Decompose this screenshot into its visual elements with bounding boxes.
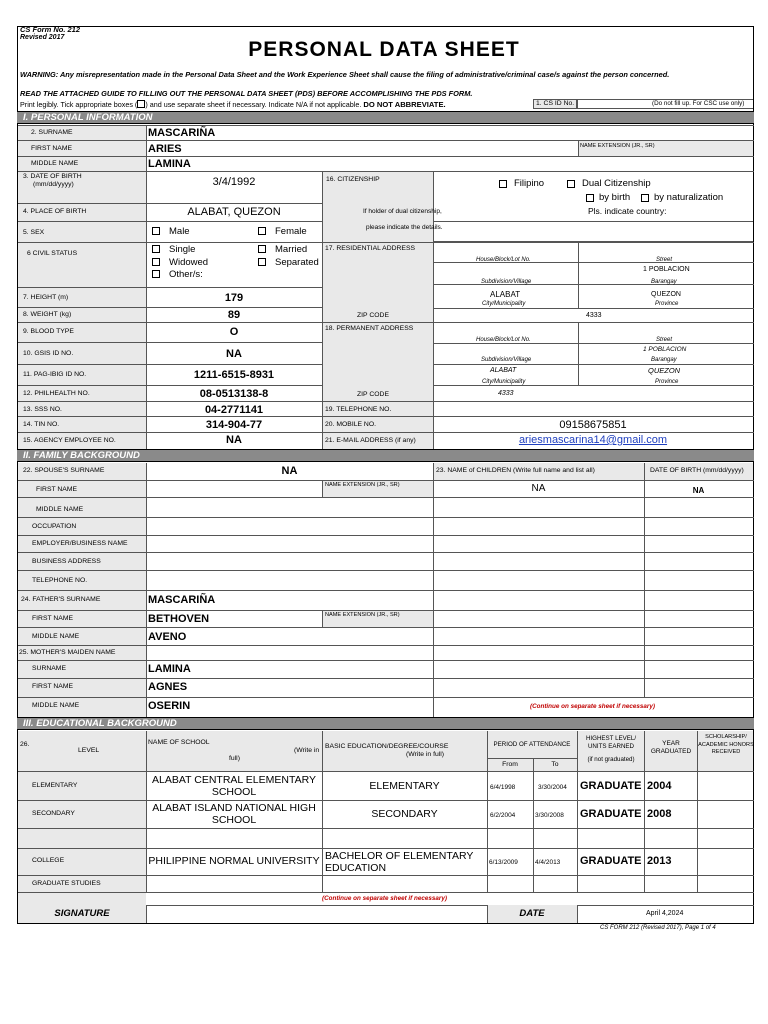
height-value[interactable]: 179	[224, 292, 244, 304]
weight-value[interactable]: 89	[227, 309, 241, 321]
dual-citizenship-checkbox[interactable]	[567, 180, 575, 188]
education-continue-note: (Continue on separate sheet if necessary)	[322, 895, 447, 902]
by-naturalization-checkbox[interactable]	[641, 194, 649, 202]
sex-label: 5. SEX	[23, 229, 45, 236]
email-value[interactable]: ariesmascarina14@gmail.com	[518, 434, 668, 446]
res-house-label: House/Block/Lot No.	[476, 257, 531, 263]
csc-use-note: (Do not fill up. For CSC use only)	[652, 100, 745, 107]
surname-label: 2. SURNAME	[31, 129, 73, 136]
single-label: Single	[169, 244, 196, 255]
edu-course-college[interactable]: BACHELOR OF ELEMENTARY EDUCATION	[325, 850, 474, 874]
attendance-to-header: To	[551, 761, 559, 768]
edu-from-college[interactable]: 6/13/2009	[489, 859, 518, 866]
res-barangay-label: Barangay	[651, 279, 677, 285]
school-write-in: (Write in	[294, 747, 320, 754]
tin-value[interactable]: 314-904-77	[205, 419, 263, 431]
res-zip-label: ZIP CODE	[357, 312, 389, 319]
spouse-middle-label: MIDDLE NAME	[36, 506, 84, 513]
perm-house-label: House/Block/Lot No.	[476, 337, 531, 343]
children-label: 23. NAME of CHILDREN (Write full name and list all)	[436, 467, 595, 474]
edu-from-secondary[interactable]: 6/2/2004	[490, 812, 516, 819]
father-surname-value[interactable]: MASCARIÑA	[148, 594, 216, 606]
school-header: NAME OF SCHOOL	[148, 739, 210, 746]
mother-surname-label: SURNAME	[32, 665, 66, 672]
res-province-value[interactable]: QUEZON	[651, 291, 681, 298]
edu-year-secondary[interactable]: 2008	[647, 808, 672, 820]
section-family-bar	[17, 449, 754, 462]
page-title: PERSONAL DATA SHEET	[248, 38, 520, 61]
weight-label: 8. WEIGHT (kg)	[23, 311, 72, 318]
form-revision: Revised 2017	[20, 34, 65, 41]
dual-note-1: If holder of dual citizenship,	[363, 208, 442, 215]
tin-label: 14. TIN NO.	[23, 421, 60, 428]
indicate-country-label: Pls. indicate country:	[588, 206, 667, 216]
mother-surname-value[interactable]: LAMINA	[148, 663, 191, 675]
dual-country-field[interactable]	[433, 221, 753, 242]
citizenship-label: 16. CITIZENSHIP	[326, 176, 380, 183]
child-dob-label: DATE OF BIRTH (mm/dd/yyyy)	[650, 467, 744, 474]
gsis-label: 10. GSIS ID NO.	[23, 350, 74, 357]
cs-id-label: 1. CS ID No.	[536, 100, 575, 107]
pob-value[interactable]: ALABAT, QUEZON	[187, 206, 281, 218]
widowed-checkbox[interactable]	[152, 258, 160, 266]
others-checkbox[interactable]	[152, 270, 160, 278]
edu-to-college[interactable]: 4/4/2013	[535, 859, 561, 866]
highest-level-header: HIGHEST LEVEL/ UNITS EARNED	[585, 735, 637, 750]
pob-label: 4. PLACE OF BIRTH	[23, 208, 87, 215]
mother-middle-value[interactable]: OSERIN	[148, 700, 191, 712]
edu-course-elementary[interactable]: ELEMENTARY	[369, 780, 440, 792]
level-header: LEVEL	[78, 747, 100, 754]
married-label: Married	[275, 244, 308, 255]
edu-course-secondary[interactable]: SECONDARY	[371, 808, 438, 820]
print-legibly-text: Print legibly. Tick appropriate boxes ( ) and use separate sheet if necessary. Indicate N/A if not applicable. DO NOT ABBREVIATE.	[20, 100, 446, 109]
edu-school-elementary[interactable]: ALABAT CENTRAL ELEMENTARY SCHOOL	[152, 774, 316, 798]
residential-address-label: 17. RESIDENTIAL ADDRESS	[325, 245, 416, 252]
male-checkbox[interactable]	[152, 227, 160, 235]
warning-text: WARNING: Any misrepresentation made in the Personal Data Sheet and the Work Experience Sheet shall cause the filing of administrative/criminal case/s against the person concerned.	[20, 70, 670, 79]
edu-level-graduate: GRADUATE STUDIES	[32, 880, 101, 887]
section-personal-title: I. PERSONAL INFORMATION	[23, 112, 153, 123]
widowed-label: Widowed	[169, 257, 209, 268]
philhealth-label: 12. PHILHEALTH NO.	[23, 390, 90, 397]
section-personal-bar	[17, 111, 754, 124]
attendance-header: PERIOD OF ATTENDANCE	[493, 741, 571, 748]
mother-middle-label: MIDDLE NAME	[32, 702, 80, 709]
father-first-label: FIRST NAME	[32, 615, 74, 622]
edu-school-secondary[interactable]: ALABAT ISLAND NATIONAL HIGH SCHOOL	[152, 802, 316, 826]
edu-highest-secondary[interactable]: GRADUATE	[580, 808, 642, 820]
res-zip-value[interactable]: 4333	[586, 312, 602, 319]
first-name-value[interactable]: ARIES	[148, 143, 182, 155]
by-birth-checkbox[interactable]	[586, 194, 594, 202]
form-number: CS Form No. 212	[20, 25, 81, 34]
children-name-value[interactable]: NA	[531, 483, 546, 494]
mobile-value[interactable]: 09158675851	[559, 419, 627, 431]
family-continue-note: (Continue on separate sheet if necessary)	[530, 703, 655, 710]
by-birth-label: by birth	[599, 192, 631, 203]
father-middle-value[interactable]: AVENO	[148, 631, 187, 643]
sss-value[interactable]: 04-2771141	[204, 404, 264, 416]
education-label-column	[18, 731, 146, 905]
edu-level-elementary: ELEMENTARY	[32, 782, 78, 789]
agency-value[interactable]: NA	[226, 434, 242, 446]
perm-province-value[interactable]: QUEZON	[648, 366, 681, 375]
res-city-value[interactable]: ALABAT	[490, 290, 521, 299]
sss-label: 13. SSS NO.	[23, 406, 62, 413]
philhealth-value[interactable]: 08-0513138-8	[199, 388, 269, 400]
scholarship-header: SCHOLARSHIP/ ACADEMIC HONORS RECEIVED	[698, 734, 754, 755]
edu-year-college[interactable]: 2013	[647, 855, 672, 867]
perm-zip-label: ZIP CODE	[357, 391, 389, 398]
res-subdivision-label: Subdivision/Village	[481, 279, 532, 285]
signature-field[interactable]	[147, 906, 486, 922]
dob-format: (mm/dd/yyyy)	[33, 181, 74, 188]
mobile-label: 20. MOBILE NO.	[325, 421, 376, 428]
single-checkbox[interactable]	[152, 245, 160, 253]
telephone-label: 19. TELEPHONE NO.	[325, 406, 392, 413]
name-ext-label: NAME EXTENSION (JR., SR)	[580, 143, 655, 149]
perm-city-label: City/Municipality	[482, 379, 526, 385]
occupation-label: OCCUPATION	[32, 523, 77, 530]
perm-zip-value[interactable]: 4333	[498, 390, 514, 397]
gsis-value[interactable]: NA	[226, 348, 242, 360]
father-first-value[interactable]: BETHOVEN	[148, 613, 210, 625]
edu-highest-elementary[interactable]: GRADUATE	[580, 780, 642, 792]
signature-label: SIGNATURE	[54, 908, 110, 919]
read-guide-text: READ THE ATTACHED GUIDE TO FILLING OUT THE PERSONAL DATA SHEET (PDS) BEFORE ACCOMPLISHING THE PDS FORM.	[20, 89, 473, 98]
permanent-address-label: 18. PERMANENT ADDRESS	[325, 325, 414, 332]
date-label: DATE	[519, 908, 545, 919]
section-education-bar	[17, 717, 754, 730]
filipino-checkbox[interactable]	[499, 180, 507, 188]
edu-level-secondary: SECONDARY	[32, 810, 75, 817]
perm-province-label: Province	[655, 379, 679, 385]
employer-label: EMPLOYER/BUSINESS NAME	[32, 540, 128, 547]
mother-first-value[interactable]: AGNES	[148, 681, 188, 693]
school-full: full)	[229, 755, 240, 762]
basic-ed-write-full: (Write in full)	[406, 751, 445, 758]
signature-date-value[interactable]: April 4,2024	[646, 910, 684, 917]
edu-highest-college[interactable]: GRADUATE	[580, 855, 642, 867]
separated-label: Separated	[275, 257, 319, 268]
height-label: 7. HEIGHT (m)	[23, 294, 69, 301]
edu-to-elementary[interactable]: 3/30/2004	[538, 784, 567, 791]
pagibig-value[interactable]: 1211-6515-8931	[193, 369, 275, 381]
spouse-first-label: FIRST NAME	[36, 486, 78, 493]
res-city-label: City/Municipality	[482, 301, 526, 307]
married-checkbox[interactable]	[258, 245, 266, 253]
edu-to-secondary[interactable]: 3/30/2008	[535, 812, 564, 819]
edu-level-college: COLLEGE	[32, 857, 65, 864]
spouse-ext-label: NAME EXTENSION (JR., SR)	[325, 482, 400, 488]
female-checkbox[interactable]	[258, 227, 266, 235]
email-label: 21. E-MAIL ADDRESS (if any)	[325, 437, 416, 444]
separated-checkbox[interactable]	[258, 258, 266, 266]
perm-subdivision-label: Subdivision/Village	[481, 357, 532, 363]
dual-citizenship-label: Dual Citizenship	[582, 178, 651, 189]
spouse-telephone-label: TELEPHONE NO.	[32, 577, 88, 584]
father-surname-label: 24. FATHER'S SURNAME	[21, 596, 101, 603]
mother-first-label: FIRST NAME	[32, 683, 74, 690]
perm-city-value[interactable]: ALABAT	[490, 367, 517, 374]
edu-school-college[interactable]: PHILIPPINE NORMAL UNIVERSITY	[148, 855, 320, 867]
edu-from-elementary[interactable]: 6/4/1998	[490, 784, 516, 791]
male-label: Male	[169, 226, 190, 237]
blood-type-label: 9. BLOOD TYPE	[23, 328, 74, 335]
surname-value[interactable]: MASCARIÑA	[148, 127, 216, 139]
perm-street-value[interactable]: 1 POBLACION	[643, 346, 687, 353]
business-address-label: BUSINESS ADDRESS	[32, 558, 101, 565]
page-footer: CS FORM 212 (Revised 2017), Page 1 of 4	[600, 925, 716, 931]
dob-label: 3. DATE OF BIRTH	[23, 173, 82, 180]
father-middle-label: MIDDLE NAME	[32, 633, 80, 640]
first-name-label: FIRST NAME	[31, 145, 73, 152]
basic-ed-header: BASIC EDUCATION/DEGREE/COURSE	[325, 743, 449, 750]
others-label: Other/s:	[169, 269, 203, 280]
middle-name-label: MIDDLE NAME	[31, 160, 79, 167]
res-street-value[interactable]: 1 POBLACION	[643, 266, 690, 273]
blood-type-value[interactable]: O	[229, 326, 239, 338]
edu-year-elementary[interactable]: 2004	[647, 780, 672, 792]
agency-label: 15. AGENCY EMPLOYEE NO.	[23, 437, 116, 444]
education-number-label: 26.	[20, 741, 30, 748]
children-dob-value[interactable]: NA	[692, 486, 705, 495]
middle-name-value[interactable]: LAMINA	[148, 158, 191, 170]
spouse-surname-label: 22. SPOUSE'S SURNAME	[23, 467, 105, 474]
by-naturalization-label: by naturalization	[654, 192, 724, 203]
spouse-surname-value[interactable]: NA	[281, 465, 298, 477]
if-not-graduated-note: (if not graduated)	[587, 756, 635, 763]
dual-note-2: please indicate the details.	[366, 224, 443, 231]
res-province-label: Province	[655, 301, 679, 307]
father-ext-label: NAME EXTENSION (JR., SR)	[325, 612, 400, 618]
section-education-title: III. EDUCATIONAL BACKGROUND	[23, 718, 177, 729]
female-label: Female	[275, 226, 307, 237]
perm-street-label: Street	[656, 337, 673, 343]
dob-value[interactable]: 3/4/1992	[212, 176, 256, 188]
pagibig-label: 11. PAG-IBIG ID NO.	[23, 371, 87, 378]
civil-status-label: 6 CIVIL STATUS	[27, 250, 78, 257]
perm-barangay-label: Barangay	[651, 357, 677, 363]
year-graduated-header: YEAR GRADUATED	[650, 740, 692, 755]
filipino-label: Filipino	[514, 178, 545, 189]
mother-maiden-label: 25. MOTHER'S MAIDEN NAME	[19, 649, 116, 656]
section-family-title: II. FAMILY BACKGROUND	[23, 450, 140, 461]
res-street-label: Street	[656, 257, 673, 263]
attendance-from-header: From	[502, 761, 518, 768]
